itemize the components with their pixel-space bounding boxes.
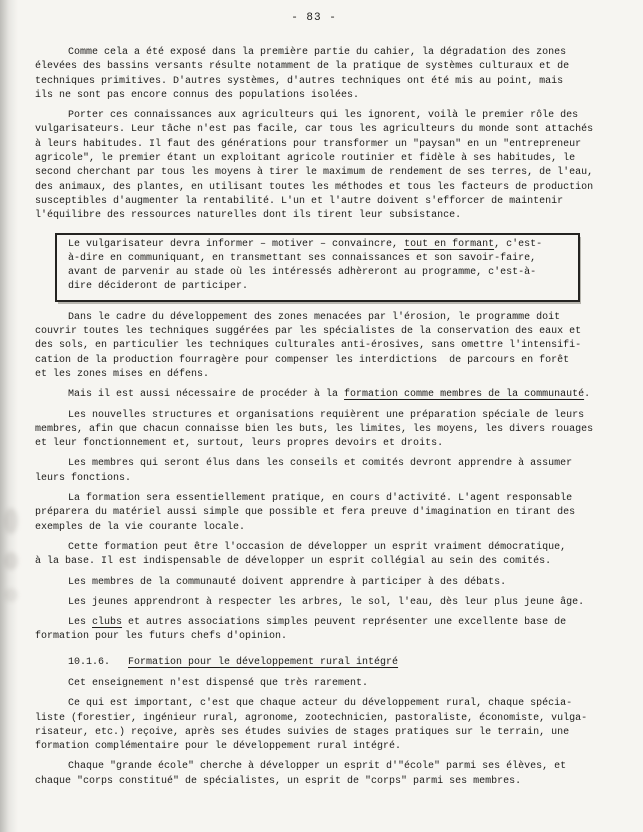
paragraph xyxy=(35,760,593,789)
text-segment: liste (forestier, ingénieur rural, agronome, zootechnicien, pastoraliste, économiste, vulga- xyxy=(35,712,588,724)
text-line xyxy=(35,181,593,195)
text-line xyxy=(35,472,593,486)
underlined-text: Formation pour le développement rural intégré xyxy=(128,656,399,668)
paragraph xyxy=(35,409,593,452)
text-segment: couvrir toutes les techniques suggérées par les spécialistes de la conservation des eaux et xyxy=(35,326,582,338)
text-segment: Les membres de la communauté doivent apprendre à participer à des débats. xyxy=(68,576,507,588)
text-segment: avant de parvenir au stade où les intéressés adhèreront au programme, c'est-à- xyxy=(68,267,537,279)
text-segment: à la base. Il est indispensable de développer un esprit collégial au sein des comités. xyxy=(35,556,552,568)
text-line xyxy=(35,457,593,471)
text-segment: Cet enseignement n'est dispensé que très rarement. xyxy=(68,677,369,689)
text-segment: Les xyxy=(68,617,93,629)
text-segment: cation de la production fourragère pour compenser les interdictions de parcours en forêt xyxy=(35,354,570,366)
text-line xyxy=(35,576,593,590)
callout-box xyxy=(55,233,580,302)
text-line xyxy=(35,521,593,535)
text-segment: risateur, etc.) reçoive, après ses études suivies de stages pratiques sur le terrain, une xyxy=(35,726,570,738)
text-segment: des sols, en particulier les techniques culturales anti-érosives, sans omettre l'intensifi- xyxy=(35,340,582,352)
text-segment: susceptibles d'augmenter la rentabilité. L'un et l'autre doivent s'efforcer de maintenir xyxy=(35,195,564,207)
text-segment: Les nouvelles structures et organisations requièrent une préparation spéciale de leurs xyxy=(68,409,585,421)
text-line xyxy=(35,152,593,166)
paragraph xyxy=(35,576,593,590)
text-line xyxy=(35,760,593,774)
paragraph xyxy=(35,616,593,645)
text-line xyxy=(68,238,568,252)
text-line xyxy=(35,555,593,569)
text-segment: Le vulgarisateur devra informer – motiver – convaincre, xyxy=(68,238,405,250)
text-segment: 10.1.6. xyxy=(68,656,129,668)
text-line xyxy=(35,388,593,402)
text-line xyxy=(35,630,593,644)
text-line xyxy=(35,726,593,740)
paragraph xyxy=(35,697,593,754)
page-body xyxy=(35,46,593,789)
text-segment: l'équilibre des ressources naturelles dont ils tirent leur subsistance. xyxy=(35,210,462,222)
paragraph xyxy=(35,457,593,486)
text-segment: Ce qui est important, c'est que chaque acteur du développement rural, chaque spécia- xyxy=(68,698,573,710)
text-line xyxy=(35,75,593,89)
text-segment: et les zones mises en défens. xyxy=(35,368,210,380)
text-line xyxy=(35,775,593,789)
text-line xyxy=(68,280,568,294)
text-line xyxy=(35,506,593,520)
text-segment: ils ne sont pas encore connus des populations isolées. xyxy=(35,89,360,101)
text-segment: techniques primitives. D'autres systèmes, d'autres techniques ont été mis au point, mais xyxy=(35,75,564,87)
text-segment: second cherchant par tous les moyens à tirer le maximum de rendement de ses terres, de l'eau, xyxy=(35,167,594,179)
section-heading xyxy=(35,656,593,670)
text-segment: à leurs habitudes. Il faut des générations pour transformer un "paysan" en un "entrepreneur xyxy=(35,138,582,150)
text-segment: Les membres qui seront élus dans les conseils et comités devront apprendre à assumer xyxy=(68,458,573,470)
text-segment: La formation sera essentiellement pratique, en cours d'activité. L'agent responsable xyxy=(68,493,573,505)
text-segment: . xyxy=(584,389,591,401)
text-segment: agricole", le premier étant un exploitant agricole routinier et fidèle à ses habitudes, le xyxy=(35,153,576,165)
text-line xyxy=(35,325,593,339)
text-segment: à-dire en communiquant, en transmettant ses connaissances et son savoir-faire, xyxy=(68,252,537,264)
text-line xyxy=(35,697,593,711)
text-segment: Chaque "grande école" cherche à développer un esprit d'"école" parmi ses élèves, et xyxy=(68,761,567,773)
text-line xyxy=(35,409,593,423)
text-line xyxy=(35,740,593,754)
text-line xyxy=(35,712,593,726)
text-line xyxy=(35,368,593,382)
text-segment: élevées des bassins versants résulte notamment de la pratique de systèmes culturaux et de xyxy=(35,61,570,73)
paragraph xyxy=(35,492,593,535)
text-segment: dire décideront de participer. xyxy=(68,281,249,293)
text-segment: vulgarisateurs. Leur tâche n'est pas facile, car tous les agriculteurs du monde sont attachés xyxy=(35,124,594,136)
text-segment: formation complémentaire pour le développement rural intégré. xyxy=(35,741,402,753)
text-segment: et autres associations simples peuvent représenter une excellente base de xyxy=(122,617,567,629)
text-segment: des animaux, des plantes, en utilisant toutes les méthodes et tous les facteurs de production xyxy=(35,181,594,193)
text-segment: préparera du matériel aussi simple que possible et fera preuve d'imagination en tirant des xyxy=(35,507,576,519)
text-line xyxy=(68,266,568,280)
text-line xyxy=(35,138,593,152)
text-line xyxy=(35,656,593,670)
underlined-text: clubs xyxy=(92,617,123,629)
text-line xyxy=(35,354,593,368)
underlined-text: formation comme membres de la communauté xyxy=(344,389,585,401)
text-line xyxy=(35,109,593,123)
text-segment: chaque "corps constitué" de spécialistes, un esprit de "corps" parmi ses membres. xyxy=(35,775,522,787)
text-segment: Cette formation peut être l'occasion de développer un esprit vraiment démocratique, xyxy=(68,541,567,553)
text-line xyxy=(35,46,593,60)
page-number: - 83 - xyxy=(291,12,337,24)
text-line xyxy=(35,492,593,506)
paragraph xyxy=(35,596,593,610)
paragraph xyxy=(35,388,593,402)
text-line xyxy=(35,596,593,610)
text-segment: Dans le cadre du développement des zones menacées par l'érosion, le programme doit xyxy=(68,311,561,323)
paragraph xyxy=(35,311,593,382)
paragraph xyxy=(35,677,593,691)
text-line xyxy=(35,339,593,353)
text-segment: , c'est- xyxy=(494,238,543,250)
text-segment: et leur fonctionnement et, surtout, leurs propres devoirs et droits. xyxy=(35,438,444,450)
text-segment: exemples de la vie courante locale. xyxy=(35,521,246,533)
text-line xyxy=(35,123,593,137)
text-segment: leurs fonctions. xyxy=(35,472,132,484)
text-segment: Les jeunes apprendront à respecter les arbres, le sol, l'eau, dès leur plus jeune âge. xyxy=(68,596,585,608)
text-line xyxy=(35,166,593,180)
text-line xyxy=(35,423,593,437)
text-segment: Mais il est aussi nécessaire de procéder à la xyxy=(68,389,345,401)
paragraph xyxy=(35,109,593,223)
underlined-text: tout en formant xyxy=(404,238,495,250)
text-line xyxy=(35,195,593,209)
text-line xyxy=(35,616,593,630)
text-line xyxy=(35,541,593,555)
text-line xyxy=(68,252,568,266)
text-line xyxy=(35,677,593,691)
text-line xyxy=(35,437,593,451)
text-line xyxy=(35,60,593,74)
text-line xyxy=(35,89,593,103)
text-segment: formation pour les futurs chefs d'opinion. xyxy=(35,631,288,643)
text-segment: Porter ces connaissances aux agriculteurs qui les ignorent, voilà le premier rôle des xyxy=(68,110,579,122)
paragraph xyxy=(35,46,593,103)
text-segment: membres, afin que chacun connaisse bien les buts, les limites, les moyens, les divers rouages xyxy=(35,423,594,435)
text-line xyxy=(35,311,593,325)
paragraph xyxy=(35,541,593,570)
text-line xyxy=(35,209,593,223)
text-segment: Comme cela a été exposé dans la première partie du cahier, la dégradation des zones xyxy=(68,47,567,58)
